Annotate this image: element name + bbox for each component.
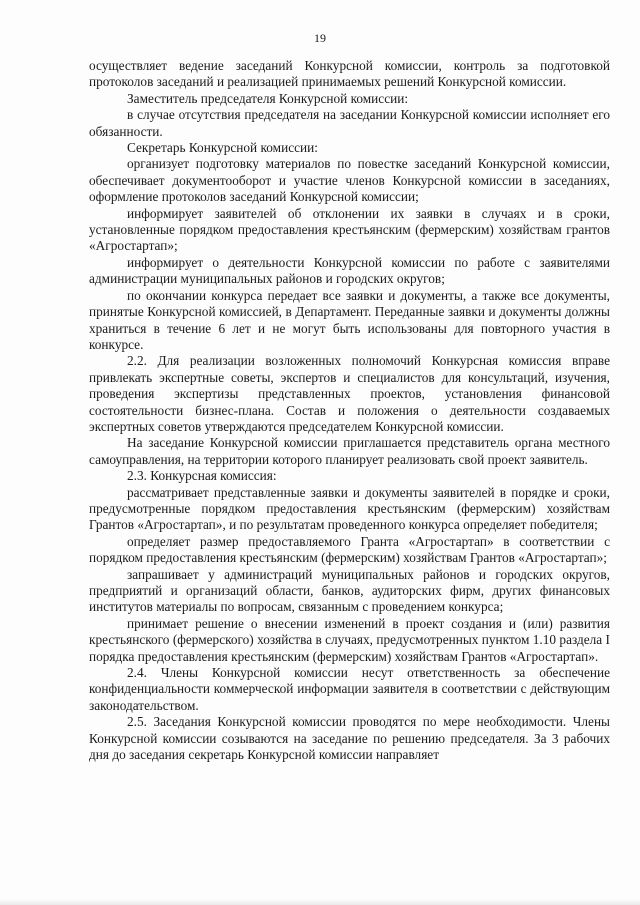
paragraph-2-3-reviews: рассматривает представленные заявки и документы заявителей в порядке и сроки, предусмотренные порядком предоставления крестьянским (фермерским) хозяйствам Грантов «Агростартап», и по результатам проведенного конкурса определяет победителя; — [89, 484, 610, 533]
scan-edge-shadow — [0, 899, 640, 905]
paragraph-2-3-requests: запрашивает у администраций муниципальных районов и городских округов, предприятий и организаций области, банков, аудиторских фирм, других финансовых институтов материалы по вопросам, связанным с проведением конкурса; — [89, 566, 610, 615]
paragraph-secretary-heading: Секретарь Конкурсной комиссии: — [127, 140, 318, 156]
paragraph-deputy-duties: в случае отсутствия председателя на заседании Конкурсной комиссии исполняет его обязанности. — [89, 107, 610, 139]
paragraph-2-3-heading: 2.3. Конкурсная комиссия: — [127, 468, 277, 484]
paragraph-chairman-duties: осуществляет ведение заседаний Конкурсной комиссии, контроль за подготовкой протоколов заседаний и реализацией принимаемых решений Конкурсной комиссии. — [89, 58, 610, 90]
paragraph-2-4: 2.4. Члены Конкурсной комиссии несут ответственность за обеспечение конфиденциальности коммерческой информации заявителя в соответствии с действующим законодательством. — [89, 665, 610, 713]
paragraph-secretary-informs-administrations: информирует о деятельности Конкурсной комиссии по работе с заявителями администрации муниципальных районов и городских округов; — [89, 254, 610, 287]
paragraph-2-3-decides-changes: принимает решение о внесении изменений в проект создания и (или) развития крестьянского (фермерского) хозяйства в случаях, предусмотренных пунктом 1.10 раздела I порядка предоставления крестьянским (фермерским) хозяйствам Грантов «Агростартап». — [89, 615, 610, 664]
paragraph-2-2: 2.2. Для реализации возложенных полномочий Конкурсная комиссия вправе привлекать экспертные советы, экспертов и специалистов для консультаций, изучения, проведения экспертизы представленных проектов, установления финансовой состоятельности бизнес-плана. Состав и положения о деятельности создаваемых экспертных советов утверждаются председателем Конкурсной комиссии. — [89, 353, 610, 434]
paragraph-secretary-informs-applicants: информирует заявителей об отклонении их заявки в случаях и в сроки, установленные порядком предоставления крестьянским (фермерским) хозяйствам грантов «Агростартап»; — [89, 205, 610, 254]
paragraph-local-representative: На заседание Конкурсной комиссии приглашается представитель органа местного самоуправления, на территории которого планирует реализовать свой проект заявитель. — [89, 435, 610, 467]
paragraph-secretary-transfers-documents: по окончании конкурса передает все заявки и документы, а также все документы, принятые Конкурсной комиссией, в Департамент. Переданные заявки и документы должны храниться в течение 6 лет и не могут быть использованы для повторного участия в конкурсе. — [89, 287, 610, 352]
page-number: 19 — [314, 31, 326, 45]
paragraph-secretary-organizes: организует подготовку материалов по повестке заседаний Конкурсной комиссии, обеспечивает документооборот и участие членов Конкурсной комиссии в заседаниях, оформление протоколов заседаний Конкурсной комиссии; — [89, 156, 610, 205]
paragraph-2-3-determines-size: определяет размер предоставляемого Гранта «Агростартап» в соответствии с порядком предоставления крестьянским (фермерским) хозяйствам Грантов «Агростартап»; — [89, 533, 610, 566]
paragraph-2-5: 2.5. Заседания Конкурсной комиссии проводятся по мере необходимости. Члены Конкурсной комиссии созываются на заседание по решению председателя. За 3 рабочих дня до заседания секретарь Конкурсной комиссии направляет — [89, 714, 610, 763]
paragraph-deputy-heading: Заместитель председателя Конкурсной комиссии: — [127, 90, 409, 106]
document-body — [89, 58, 610, 763]
